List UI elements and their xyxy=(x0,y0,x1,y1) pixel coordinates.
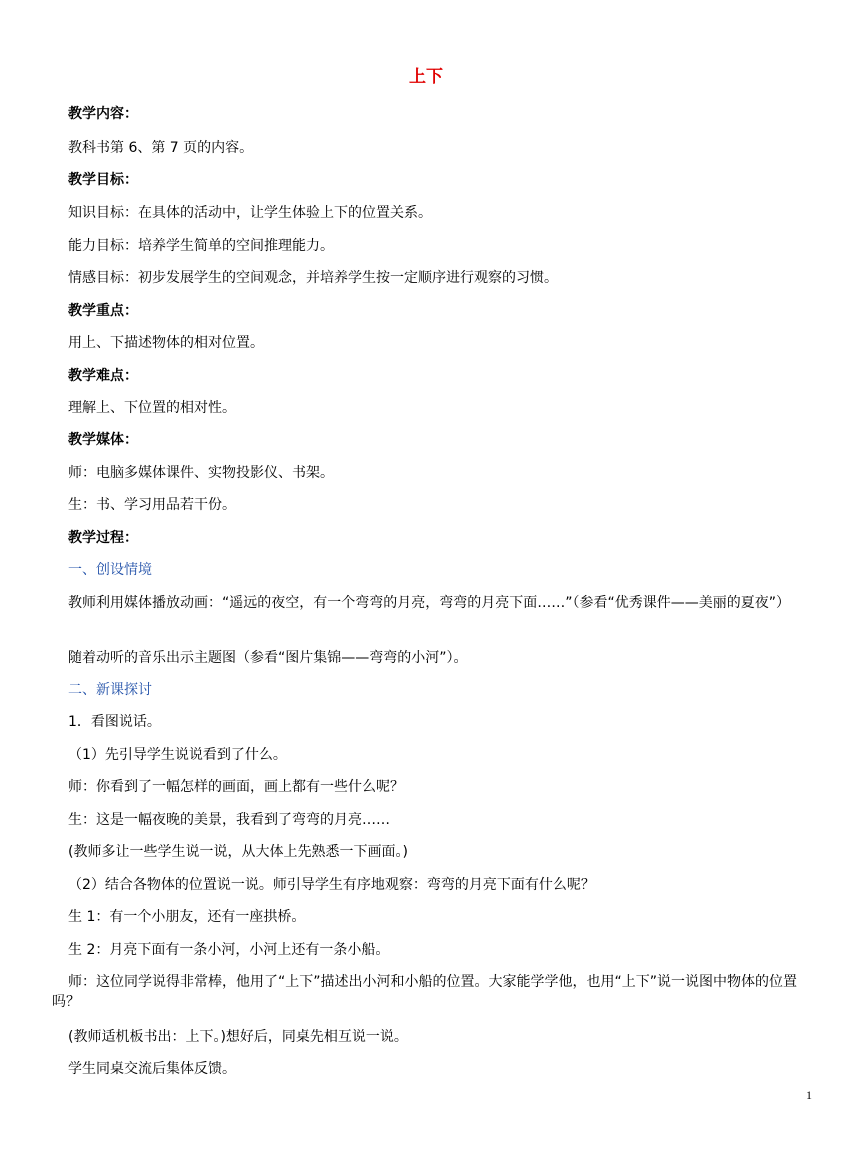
process-step-heading: 一、创设情境 xyxy=(68,562,152,578)
paragraph-line: 知识目标：在具体的活动中，让学生体验上下的位置关系。 xyxy=(68,205,432,221)
paragraph-line: 生：书、学习用品若干份。 xyxy=(68,497,236,513)
paragraph-line: 生 1：有一个小朋友，还有一座拱桥。 xyxy=(68,909,306,925)
section-heading: 教学内容： xyxy=(68,106,138,122)
paragraph-line: (教师适机板书出：上下。)想好后，同桌先相互说一说。 xyxy=(68,1029,408,1045)
paragraph-line: 师：你看到了一幅怎样的画面，画上都有一些什么呢？ xyxy=(68,779,404,795)
paragraph-line: 生 2：月亮下面有一条小河，小河上还有一条小船。 xyxy=(68,942,390,958)
paragraph-line: 师：电脑多媒体课件、实物投影仪、书架。 xyxy=(68,465,334,481)
paragraph-line: 生：这是一幅夜晚的美景，我看到了弯弯的月亮…… xyxy=(68,812,390,828)
section-heading: 教学过程： xyxy=(68,530,138,546)
paragraph-line: 教科书第 6、第 7 页的内容。 xyxy=(68,140,254,156)
paragraph-line: （1）先引导学生说说看到了什么。 xyxy=(68,747,287,763)
paragraph-line: 能力目标：培养学生简单的空间推理能力。 xyxy=(68,238,334,254)
page-number: 1 xyxy=(806,1088,812,1102)
paragraph-line: 用上、下描述物体的相对位置。 xyxy=(68,335,264,351)
paragraph-line: (教师多让一些学生说一说，从大体上先熟悉一下画面。) xyxy=(68,844,408,860)
section-heading: 教学难点： xyxy=(68,368,138,384)
paragraph-line: 随着动听的音乐出示主题图（参看“图片集锦——弯弯的小河”）。 xyxy=(68,650,468,666)
section-heading: 教学媒体： xyxy=(68,432,138,448)
paragraph-line: 学生同桌交流后集体反馈。 xyxy=(68,1061,236,1077)
paragraph-line: （2）结合各物体的位置说一说。师引导学生有序地观察：弯弯的月亮下面有什么呢？ xyxy=(68,877,595,893)
paragraph-line: 1．看图说话。 xyxy=(68,714,161,730)
section-heading: 教学重点： xyxy=(68,303,138,319)
paragraph-line: 师：这位同学说得非常棒，他用了“上下”描述出小河和小船的位置。大家能学学他，也用“上下”说一说图中物体的位置吗？ xyxy=(52,974,798,1010)
process-step-heading: 二、新课探讨 xyxy=(68,682,152,698)
paragraph-line: 理解上、下位置的相对性。 xyxy=(68,400,236,416)
paragraph-line: 情感目标：初步发展学生的空间观念，并培养学生按一定顺序进行观察的习惯。 xyxy=(68,270,558,286)
paragraph-line: 教师利用媒体播放动画：“遥远的夜空，有一个弯弯的月亮，弯弯的月亮下面……”（参看“优秀课件——美丽的夏夜”） xyxy=(68,595,791,611)
section-heading: 教学目标： xyxy=(68,172,138,188)
document-title: 上下 xyxy=(409,67,443,87)
